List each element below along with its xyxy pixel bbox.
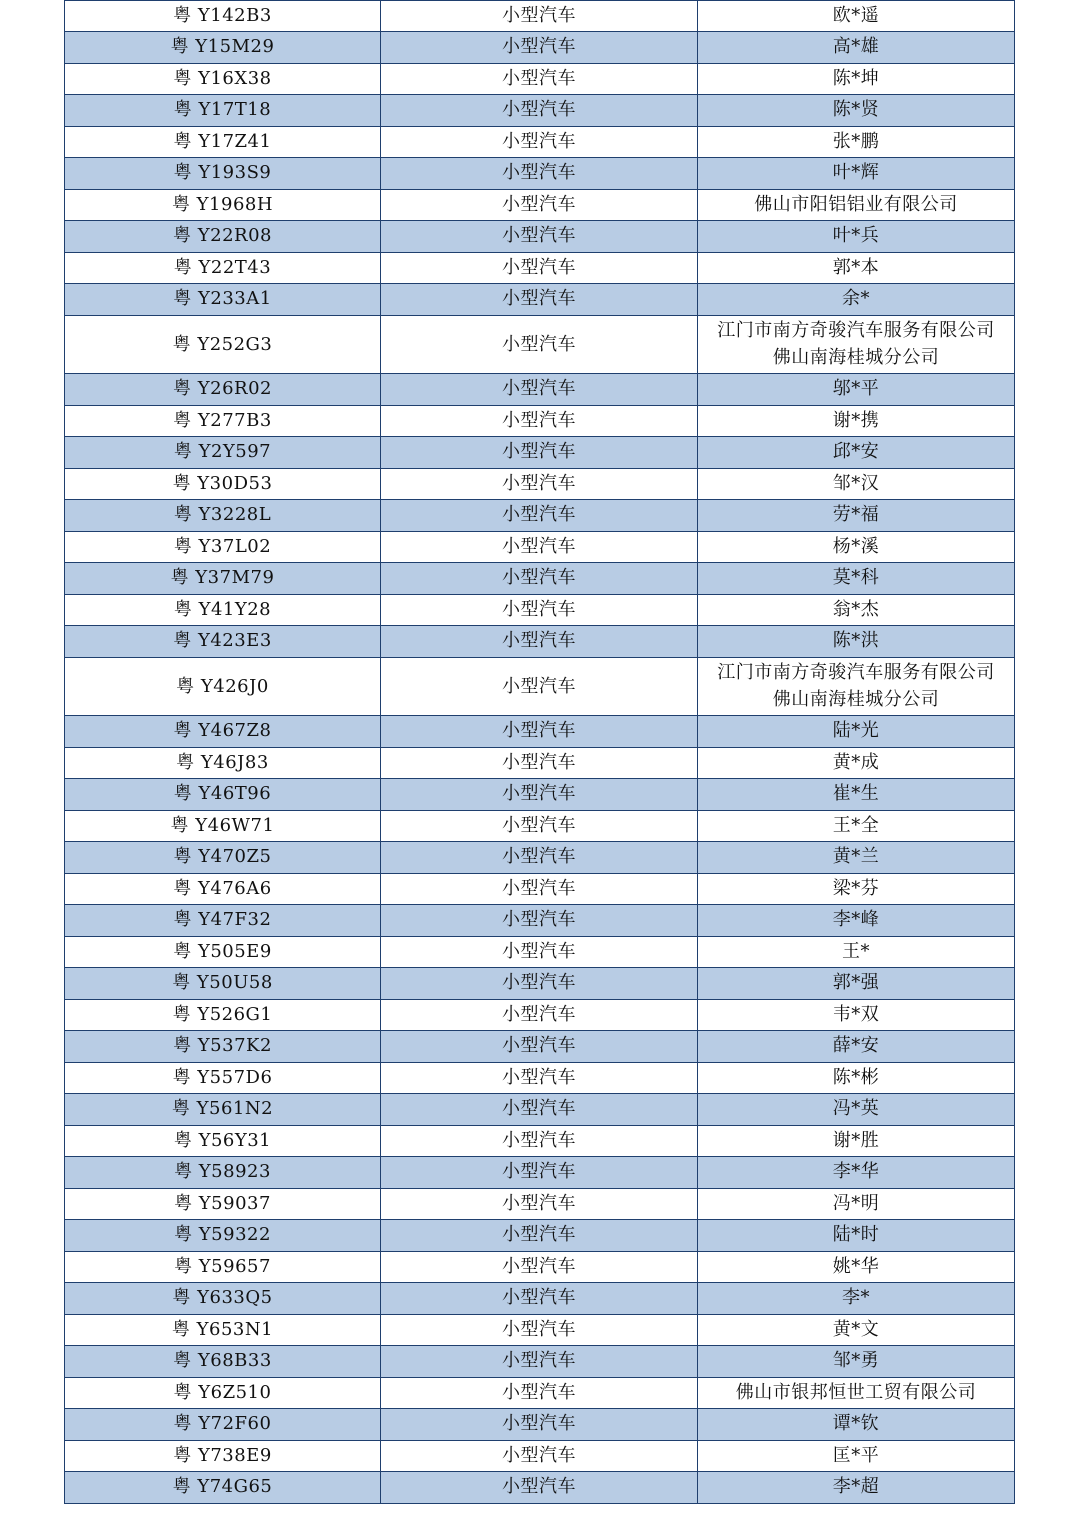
plate-number-cell: 粤 Y15M29 [65,32,381,64]
owner-cell [698,158,1015,190]
owner-cell [698,1409,1015,1441]
owner-cell [698,1440,1015,1472]
owner-cell [698,405,1015,437]
vehicle-type-cell: 小型汽车 [381,405,698,437]
plate-number-cell: 粤 Y59037 [65,1188,381,1220]
owner-name: 谢*胜 [832,1129,880,1151]
owner-cell [698,626,1015,658]
owner-cell [698,221,1015,253]
table-row [65,315,1015,374]
plate-number-cell: 粤 Y17Z41 [65,126,381,158]
table-row [65,1125,1015,1157]
table-row [65,221,1015,253]
plate-number-cell: 粤 Y72F60 [65,1409,381,1441]
table-row [65,1472,1015,1504]
plate-number-cell: 粤 Y46W71 [65,810,381,842]
plate-number-cell: 粤 Y3228L [65,500,381,532]
owner-cell [698,936,1015,968]
table-row [65,905,1015,937]
plate-number-cell: 粤 Y17T18 [65,95,381,127]
owner-name: 韦*双 [832,1003,880,1025]
table-row [65,1188,1015,1220]
table-row [65,126,1015,158]
table-row [65,999,1015,1031]
owner-name: 高*雄 [832,36,880,58]
table-row [65,63,1015,95]
table-row [65,1157,1015,1189]
plate-number-cell: 粤 Y68B33 [65,1346,381,1378]
table-row [65,563,1015,595]
vehicle-type-cell: 小型汽车 [381,1472,698,1504]
plate-number-cell: 粤 Y557D6 [65,1062,381,1094]
owner-cell [698,657,1015,716]
table-row [65,873,1015,905]
owner-cell [698,563,1015,595]
table-row [65,1346,1015,1378]
owner-cell [698,1188,1015,1220]
owner-cell [698,437,1015,469]
plate-number-cell: 粤 Y470Z5 [65,842,381,874]
table-row [65,1,1015,32]
vehicle-type-cell: 小型汽车 [381,1,698,32]
plate-number-cell: 粤 Y30D53 [65,468,381,500]
vehicle-type-cell: 小型汽车 [381,1031,698,1063]
plate-number-cell: 粤 Y22T43 [65,252,381,284]
vehicle-type-cell: 小型汽车 [381,999,698,1031]
vehicle-type-cell: 小型汽车 [381,716,698,748]
owner-cell [698,1346,1015,1378]
plate-number-cell: 粤 Y505E9 [65,936,381,968]
plate-number-cell: 粤 Y1968H [65,189,381,221]
plate-number-cell: 粤 Y561N2 [65,1094,381,1126]
table-row [65,1283,1015,1315]
owner-name: 莫*科 [832,567,880,589]
table-row [65,252,1015,284]
plate-number-cell: 粤 Y46T96 [65,779,381,811]
plate-number-cell: 粤 Y37L02 [65,531,381,563]
vehicle-type-cell: 小型汽车 [381,1062,698,1094]
owner-name: 佛山市阳铝铝业有限公司 [754,193,958,215]
owner-name: 陈*坤 [832,67,880,89]
table-row [65,810,1015,842]
vehicle-type-cell: 小型汽车 [381,657,698,716]
owner-cell [698,1220,1015,1252]
owner-cell [698,1377,1015,1409]
plate-number-cell: 粤 Y467Z8 [65,716,381,748]
plate-number-cell: 粤 Y423E3 [65,626,381,658]
owner-name: 黄*兰 [832,846,880,868]
owner-name: 王*全 [832,814,880,836]
owner-name: 郭*强 [832,972,880,994]
owner-name: 翁*杰 [832,598,880,620]
owner-name: 欧*遥 [832,5,880,26]
owner-name: 王* [842,940,870,962]
owner-name: 劳*福 [832,504,880,526]
table-row [65,531,1015,563]
vehicle-type-cell: 小型汽车 [381,1346,698,1378]
owner-name: 陈*贤 [832,99,880,121]
plate-number-cell: 粤 Y46J83 [65,747,381,779]
owner-name: 余* [842,288,870,310]
vehicle-type-cell: 小型汽车 [381,842,698,874]
owner-cell [698,531,1015,563]
owner-name: 邹*勇 [832,1350,880,1372]
vehicle-type-cell: 小型汽车 [381,1094,698,1126]
owner-name: 郭*本 [832,256,880,278]
owner-name: 佛山南海桂城分公司 [772,689,940,711]
plate-number-cell: 粤 Y37M79 [65,563,381,595]
table-row [65,1062,1015,1094]
owner-cell [698,63,1015,95]
vehicle-type-cell: 小型汽车 [381,1220,698,1252]
vehicle-type-cell: 小型汽车 [381,968,698,1000]
owner-name: 邱*安 [832,441,880,463]
table-row [65,657,1015,716]
owner-name: 冯*明 [832,1192,880,1214]
table-row [65,1440,1015,1472]
vehicle-type-cell: 小型汽车 [381,810,698,842]
owner-cell [698,999,1015,1031]
owner-cell [698,1125,1015,1157]
vehicle-type-cell: 小型汽车 [381,1440,698,1472]
owner-cell [698,1,1015,32]
owner-cell [698,1251,1015,1283]
owner-cell [698,873,1015,905]
vehicle-type-cell: 小型汽车 [381,63,698,95]
plate-number-cell: 粤 Y653N1 [65,1314,381,1346]
table-row [65,779,1015,811]
vehicle-type-cell: 小型汽车 [381,1188,698,1220]
owner-name: 薛*安 [832,1035,880,1057]
owner-name: 冯*英 [832,1098,880,1120]
owner-cell [698,1094,1015,1126]
vehicle-type-cell: 小型汽车 [381,221,698,253]
vehicle-type-cell: 小型汽车 [381,1283,698,1315]
table-row [65,468,1015,500]
vehicle-type-cell: 小型汽车 [381,1251,698,1283]
owner-cell [698,284,1015,316]
owner-name: 谭*钦 [832,1413,880,1435]
owner-name: 陆*时 [832,1224,880,1246]
owner-name: 李*超 [832,1476,880,1498]
table-row [65,747,1015,779]
vehicle-type-cell: 小型汽车 [381,626,698,658]
vehicle-type-cell: 小型汽车 [381,779,698,811]
table-row [65,968,1015,1000]
vehicle-type-cell: 小型汽车 [381,563,698,595]
owner-cell [698,1314,1015,1346]
owner-cell [698,779,1015,811]
vehicle-type-cell: 小型汽车 [381,905,698,937]
vehicle-type-cell: 小型汽车 [381,252,698,284]
owner-name: 张*鹏 [832,130,880,152]
owner-name: 杨*溪 [832,535,880,557]
table-row [65,1031,1015,1063]
vehicle-type-cell: 小型汽车 [381,189,698,221]
owner-cell [698,968,1015,1000]
table-row [65,1220,1015,1252]
table-row [65,1377,1015,1409]
owner-name: 叶*兵 [832,225,880,247]
vehicle-records-table [64,0,1015,1504]
owner-name: 崔*生 [832,783,880,805]
plate-number-cell: 粤 Y193S9 [65,158,381,190]
vehicle-type-cell: 小型汽车 [381,374,698,406]
vehicle-type-cell: 小型汽车 [381,500,698,532]
owner-name: 江门市南方奇骏汽车服务有限公司 [717,662,995,684]
plate-number-cell: 粤 Y142B3 [65,1,381,32]
vehicle-type-cell: 小型汽车 [381,468,698,500]
table-row [65,32,1015,64]
table-row [65,1251,1015,1283]
table-row [65,500,1015,532]
vehicle-type-cell: 小型汽车 [381,1377,698,1409]
vehicle-type-cell: 小型汽车 [381,936,698,968]
owner-cell [698,1062,1015,1094]
owner-name: 李* [842,1287,870,1309]
vehicle-type-cell: 小型汽车 [381,873,698,905]
plate-number-cell: 粤 Y2Y597 [65,437,381,469]
plate-number-cell: 粤 Y476A6 [65,873,381,905]
table-row [65,1314,1015,1346]
table-row [65,95,1015,127]
plate-number-cell: 粤 Y537K2 [65,1031,381,1063]
vehicle-type-cell: 小型汽车 [381,284,698,316]
table-row [65,626,1015,658]
table-row [65,716,1015,748]
owner-name: 佛山南海桂城分公司 [772,347,940,369]
table-row [65,594,1015,626]
vehicle-type-cell: 小型汽车 [381,32,698,64]
plate-number-cell: 粤 Y26R02 [65,374,381,406]
owner-name: 叶*辉 [832,162,880,184]
owner-cell [698,1157,1015,1189]
plate-number-cell: 粤 Y6Z510 [65,1377,381,1409]
plate-number-cell: 粤 Y41Y28 [65,594,381,626]
owner-cell [698,468,1015,500]
plate-number-cell: 粤 Y47F32 [65,905,381,937]
plate-number-cell: 粤 Y738E9 [65,1440,381,1472]
plate-number-cell: 粤 Y56Y31 [65,1125,381,1157]
vehicle-type-cell: 小型汽车 [381,158,698,190]
table-row [65,1409,1015,1441]
plate-number-cell: 粤 Y233A1 [65,284,381,316]
vehicle-type-cell: 小型汽车 [381,747,698,779]
owner-cell [698,810,1015,842]
table-row [65,842,1015,874]
owner-cell [698,95,1015,127]
owner-cell [698,1472,1015,1504]
vehicle-type-cell: 小型汽车 [381,1125,698,1157]
owner-cell [698,32,1015,64]
table-row [65,189,1015,221]
owner-name: 陈*彬 [832,1066,880,1088]
vehicle-type-cell: 小型汽车 [381,531,698,563]
vehicle-type-cell: 小型汽车 [381,95,698,127]
table-row [65,405,1015,437]
table-row [65,437,1015,469]
table-row [65,374,1015,406]
plate-number-cell: 粤 Y59322 [65,1220,381,1252]
vehicle-type-cell: 小型汽车 [381,1157,698,1189]
vehicle-type-cell: 小型汽车 [381,1314,698,1346]
vehicle-type-cell: 小型汽车 [381,126,698,158]
owner-cell [698,500,1015,532]
owner-cell [698,716,1015,748]
owner-cell [698,252,1015,284]
owner-cell [698,374,1015,406]
plate-number-cell: 粤 Y58923 [65,1157,381,1189]
table-row [65,1094,1015,1126]
table-body [65,1,1015,1504]
plate-number-cell: 粤 Y59657 [65,1251,381,1283]
plate-number-cell: 粤 Y16X38 [65,63,381,95]
owner-cell [698,905,1015,937]
table-row [65,158,1015,190]
table-row [65,284,1015,316]
plate-number-cell: 粤 Y252G3 [65,315,381,374]
owner-name: 陆*光 [832,720,880,742]
owner-name: 邬*平 [832,378,880,400]
owner-cell [698,189,1015,221]
owner-name: 佛山市银邦恒世工贸有限公司 [735,1381,977,1403]
owner-cell [698,842,1015,874]
plate-number-cell: 粤 Y526G1 [65,999,381,1031]
vehicle-type-cell: 小型汽车 [381,594,698,626]
owner-name: 李*华 [832,1161,880,1183]
plate-number-cell: 粤 Y277B3 [65,405,381,437]
owner-name: 谢*携 [832,409,880,431]
owner-name: 梁*芬 [832,877,880,899]
plate-number-cell: 粤 Y50U58 [65,968,381,1000]
plate-number-cell: 粤 Y74G65 [65,1472,381,1504]
owner-cell [698,594,1015,626]
owner-cell [698,1031,1015,1063]
table-row [65,936,1015,968]
owner-name: 匡*平 [832,1444,880,1466]
owner-name: 陈*洪 [832,630,880,652]
owner-name: 黄*文 [832,1318,880,1340]
owner-name: 李*峰 [832,909,880,931]
plate-number-cell: 粤 Y22R08 [65,221,381,253]
owner-name: 黄*成 [832,751,880,773]
vehicle-type-cell: 小型汽车 [381,1409,698,1441]
owner-cell [698,315,1015,374]
owner-cell [698,747,1015,779]
owner-name: 姚*华 [832,1255,880,1277]
vehicle-type-cell: 小型汽车 [381,437,698,469]
vehicle-type-cell: 小型汽车 [381,315,698,374]
owner-name: 江门市南方奇骏汽车服务有限公司 [717,320,995,342]
plate-number-cell: 粤 Y633Q5 [65,1283,381,1315]
owner-cell [698,126,1015,158]
owner-cell [698,1283,1015,1315]
owner-name: 邹*汉 [832,472,880,494]
plate-number-cell: 粤 Y426J0 [65,657,381,716]
